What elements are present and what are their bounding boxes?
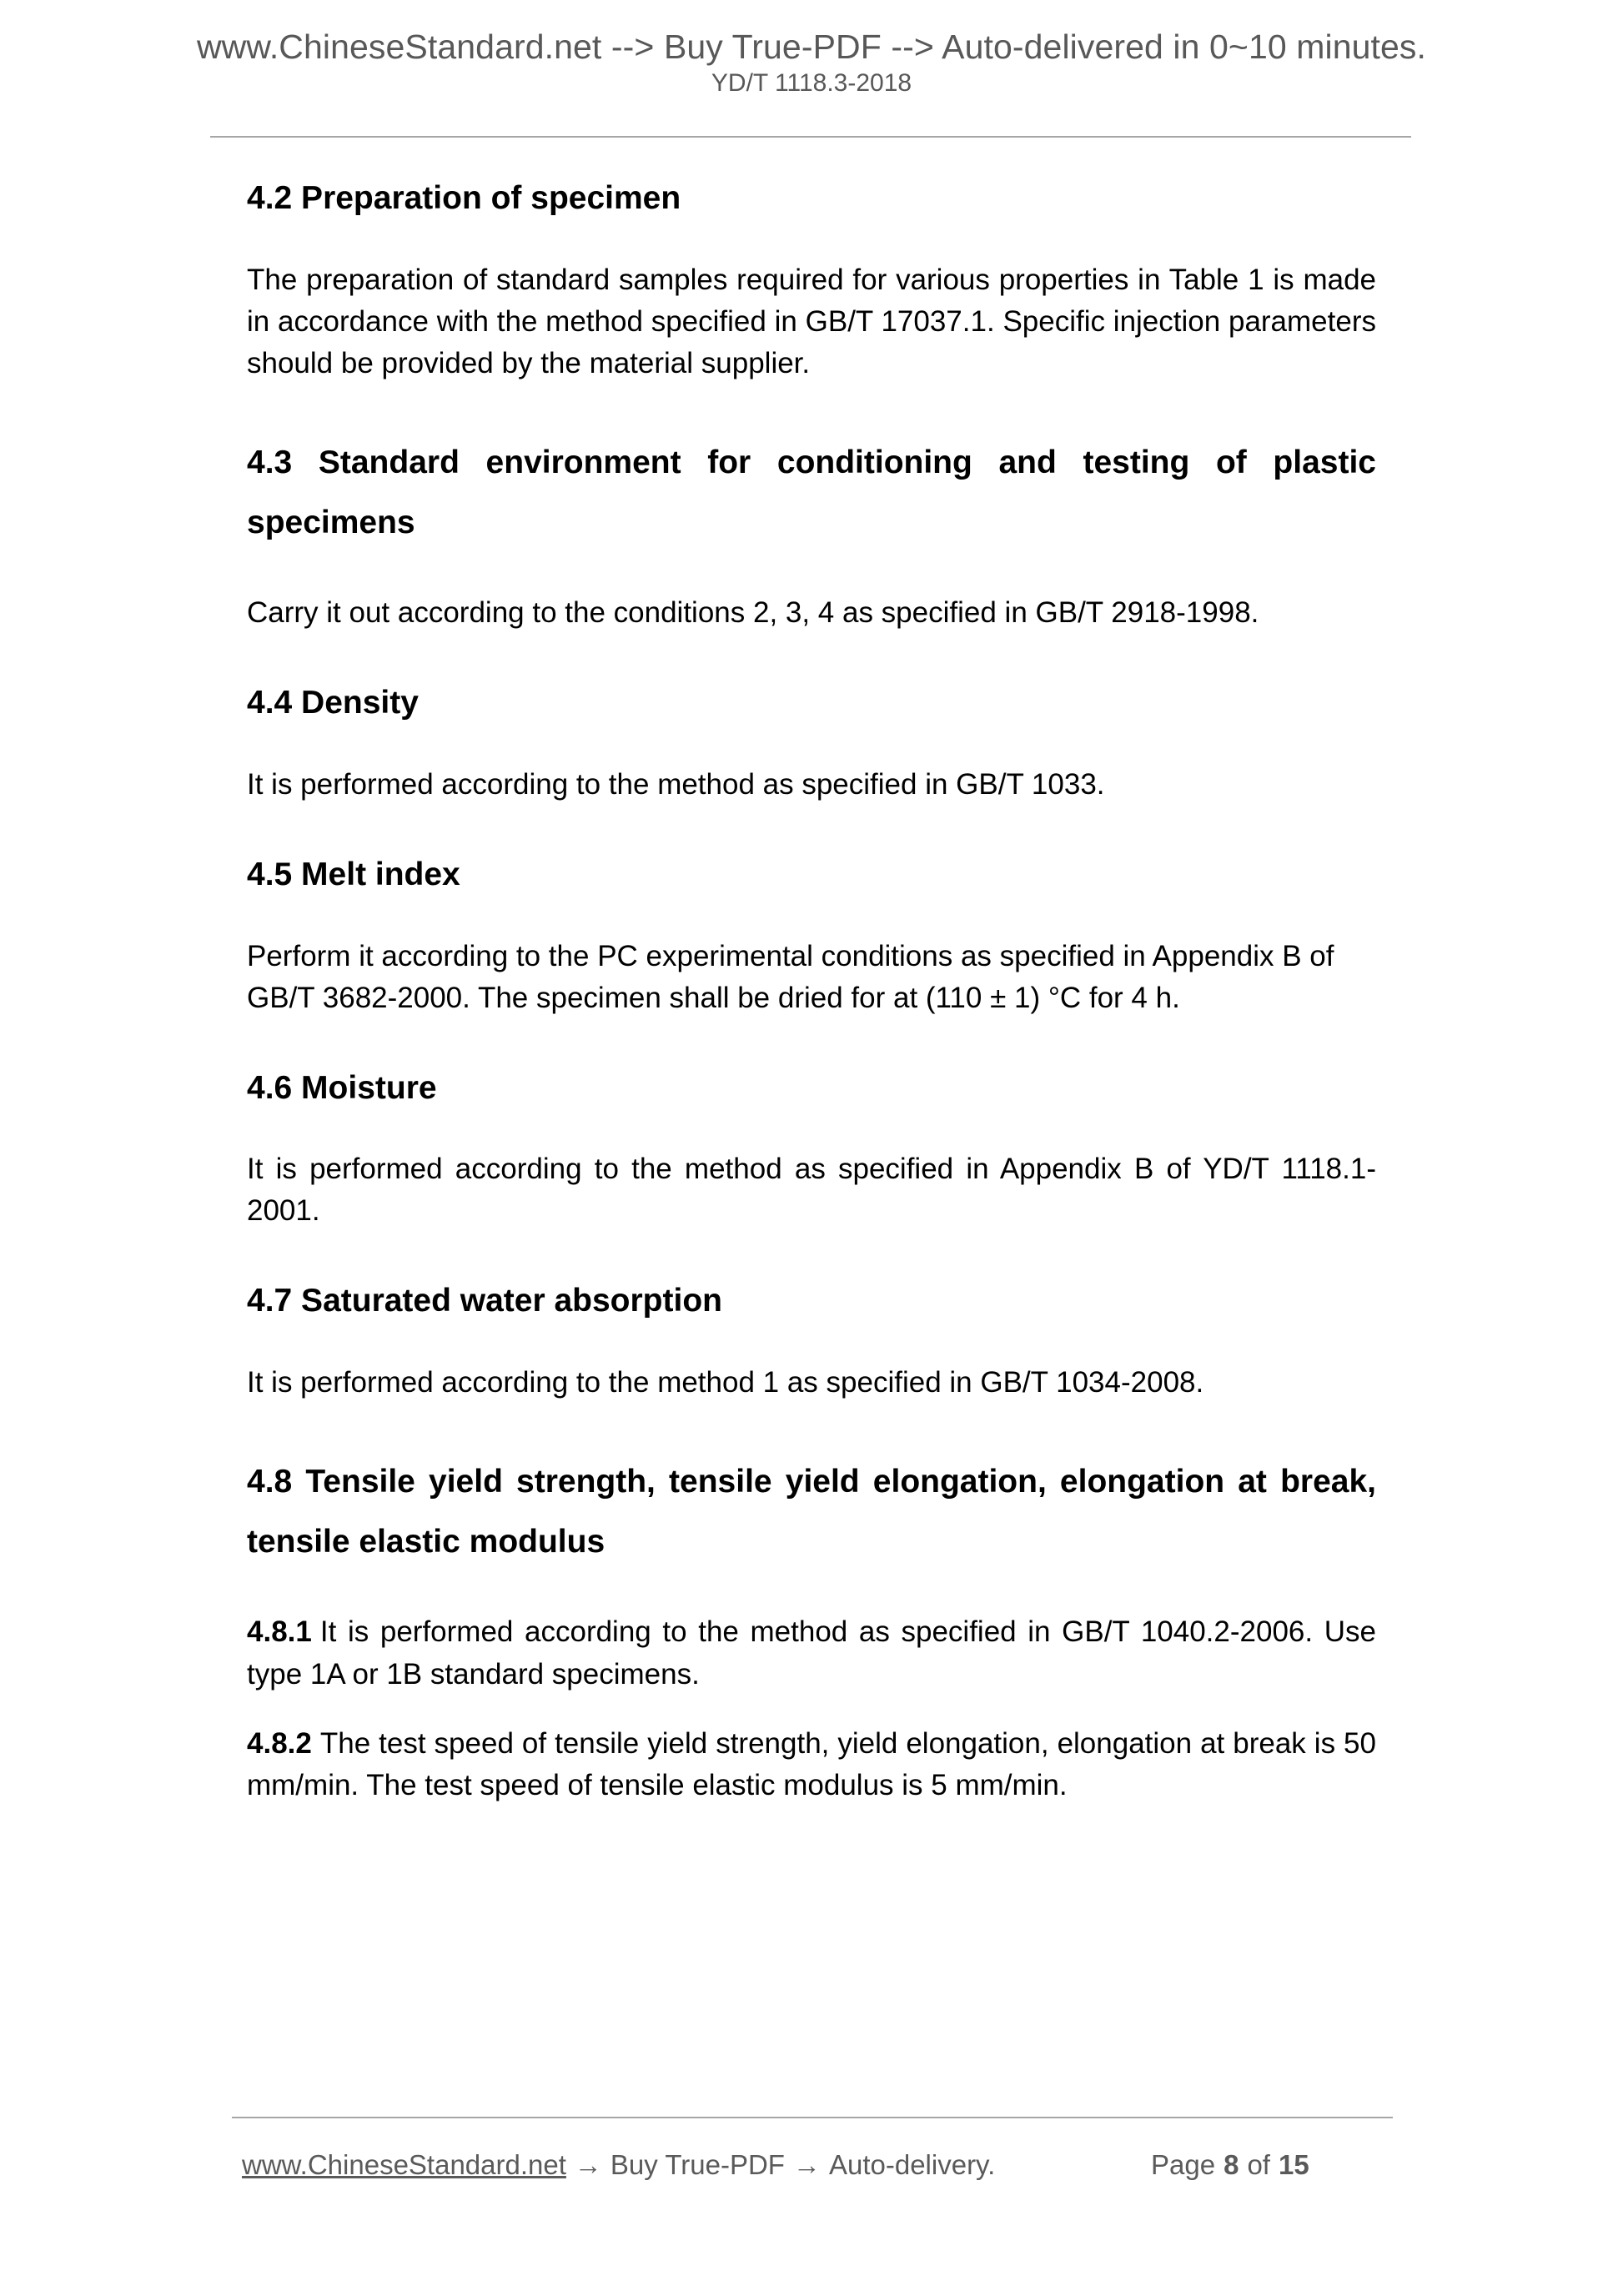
footer-url-link[interactable]: www.ChineseStandard.net <box>242 2149 566 2180</box>
section-paragraph-4-4: It is performed according to the method as specified in GB/T 1033. <box>247 767 1105 801</box>
section-heading-4-2: 4.2 Preparation of specimen <box>247 180 681 216</box>
page-number: 8 <box>1224 2149 1239 2180</box>
section-heading-4-6: 4.6 Moisture <box>247 1069 437 1106</box>
arrow-right-icon-1: → <box>574 2149 602 2180</box>
header-divider <box>210 136 1411 138</box>
section-heading-4-4: 4.4 Density <box>247 685 419 721</box>
subsection-text-4-8-2: The test speed of tensile yield strength, yield elongation, elongation at break is 50 mm/min. The test speed of tensile elastic modulus is 5 mm/min. <box>247 1726 1376 1801</box>
subsection-number-4-8-1: 4.8.1 <box>247 1615 312 1649</box>
footer-content <box>242 2148 1403 2182</box>
page-label: Page <box>1151 2149 1216 2180</box>
section-paragraph-4-3: Carry it out according to the conditions 2, 3, 4 as specified in GB/T 2918-1998. <box>247 596 1259 630</box>
section-heading-4-8: 4.8 Tensile yield strength, tensile yield elongation, elongation at break, tensile elastic modulus <box>247 1464 1376 1560</box>
of-label: of <box>1247 2149 1270 2180</box>
section-paragraph-4-7: It is performed according to the method 1 as specified in GB/T 1034-2008. <box>247 1366 1204 1399</box>
footer-delivery-label: Auto-delivery. <box>828 2149 996 2180</box>
arrow-right-icon-2: → <box>792 2149 821 2180</box>
page-header <box>0 0 1623 98</box>
total-pages: 15 <box>1278 2149 1309 2180</box>
section-heading-4-3: 4.3 Standard environment for conditioning and testing of plastic specimens <box>247 444 1376 540</box>
footer-buy-label: Buy True-PDF <box>610 2149 785 2180</box>
section-paragraph-4-2: The preparation of standard samples required for various properties in Table 1 is made in accordance with the method specified in GB/T 17037.1. Specific injection parameters should be provided by the material supplier. <box>247 263 1376 379</box>
header-watermark: www.ChineseStandard.net --> Buy True-PDF --> Auto-delivered in 0~10 minutes. <box>196 28 1427 66</box>
subsection-paragraph-4-8-1 <box>247 1611 1376 1695</box>
section-heading-4-7: 4.7 Saturated water absorption <box>247 1283 722 1319</box>
subsection-number-4-8-2: 4.8.2 <box>247 1726 312 1760</box>
document-body <box>247 178 1376 1806</box>
page-indicator <box>1151 2148 1309 2182</box>
subsection-paragraph-4-8-2 <box>247 1723 1376 1806</box>
section-paragraph-4-5: Perform it according to the PC experimental conditions as specified in Appendix B of GB/T 3682-2000. The specimen shall be dried for at (110 ± 1) °C for 4 h. <box>247 939 1334 1014</box>
section-paragraph-4-6: It is performed according to the method as specified in Appendix B of YD/T 1118.1-2001. <box>247 1153 1376 1228</box>
section-heading-4-5: 4.5 Melt index <box>247 856 460 892</box>
footer-promo <box>242 2148 995 2182</box>
footer-divider <box>232 2117 1393 2118</box>
subsection-text-4-8-1: It is performed according to the method as specified in GB/T 1040.2-2006. Use type 1A or 1B standard specimens. <box>247 1615 1376 1691</box>
standard-number: YD/T 1118.3-2018 <box>711 69 912 98</box>
